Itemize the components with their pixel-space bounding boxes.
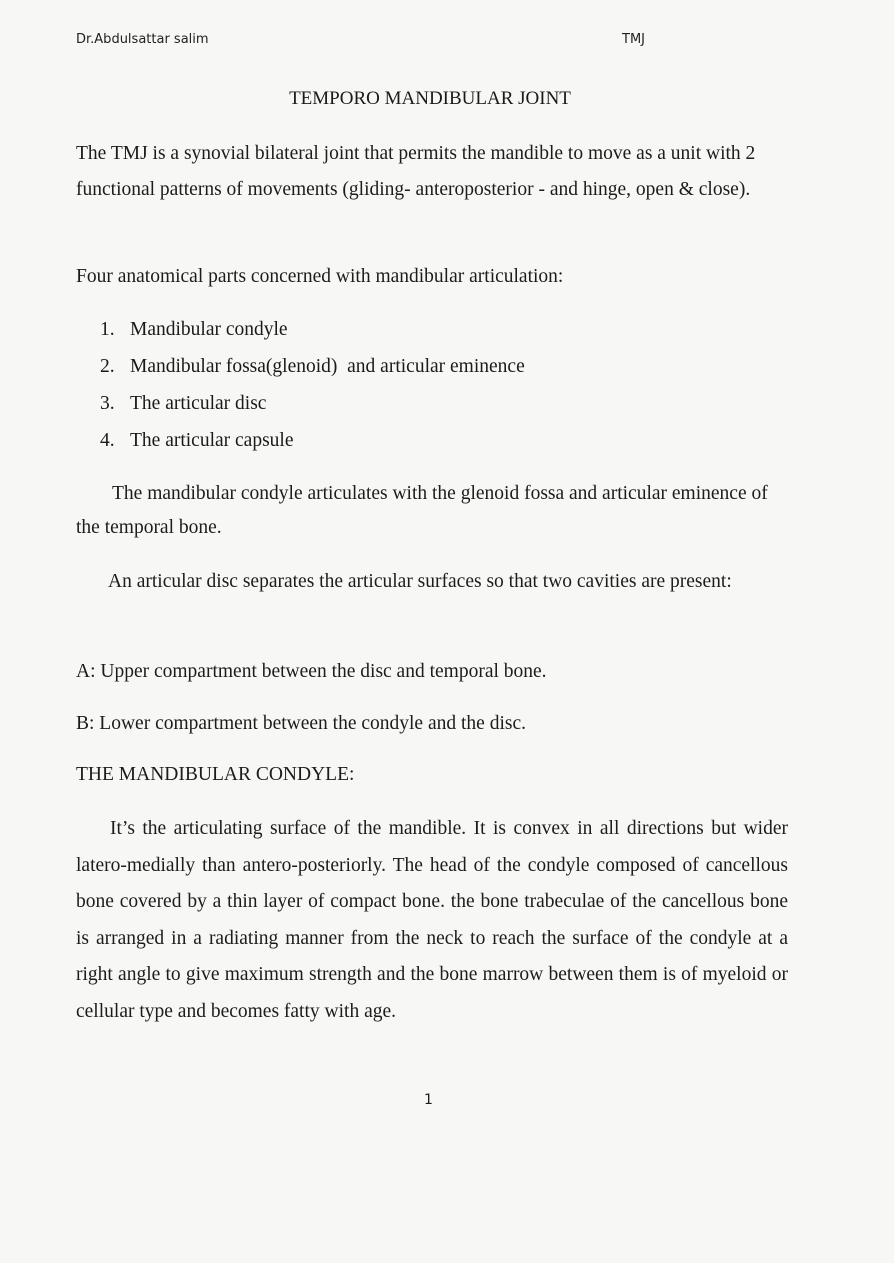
page-number: 1 — [424, 1092, 433, 1108]
list-number: 4. — [100, 430, 115, 451]
list-text: Mandibular fossa(glenoid) and articular eminence — [130, 356, 525, 377]
upper-compartment-line: A: Upper compartment between the disc and temporal bone. — [76, 661, 547, 682]
page-title: TEMPORO MANDIBULAR JOINT — [289, 88, 571, 109]
list-number: 1. — [100, 319, 115, 340]
list-text: The articular capsule — [130, 430, 294, 451]
list-text: Mandibular condyle — [130, 319, 288, 340]
condyle-description-paragraph: It’s the articulating surface of the mandible. It is convex in all directions but wider latero-medially than antero-posteriorly. The head of the condyle composed of cancellous bone covered by a thin layer of compact bone. the bone trabeculae of the cancellous bone is arranged in a radiating manner from the neck to reach the surface of the condyle at a right angle to give maximum strength and the bone marrow between them is of myeloid or cellular type and becomes fatty with age. — [76, 818, 788, 1022]
list-number: 2. — [100, 356, 115, 377]
list-item — [100, 348, 525, 385]
list-text: The articular disc — [130, 393, 267, 414]
disc-separates-paragraph: An articular disc separates the articular surfaces so that two cavities are present: — [108, 571, 732, 592]
list-item — [100, 385, 525, 422]
header-topic: TMJ — [622, 32, 645, 47]
header-author: Dr.Abdulsattar salim — [76, 32, 209, 47]
intro-paragraph: The TMJ is a synovial bilateral joint that permits the mandible to move as a unit with 2 functional patterns of movements (gliding- anteroposterior - and hinge, open & close). — [76, 143, 756, 200]
anatomical-parts-list — [100, 311, 525, 459]
section-heading: THE MANDIBULAR CONDYLE: — [76, 764, 355, 785]
parts-lead-paragraph: Four anatomical parts concerned with mandibular articulation: — [76, 266, 564, 287]
condyle-articulates-paragraph: The mandibular condyle articulates with the glenoid fossa and articular eminence of the temporal bone. — [76, 483, 768, 538]
list-item — [100, 422, 525, 459]
list-number: 3. — [100, 393, 115, 414]
lower-compartment-line: B: Lower compartment between the condyle and the disc. — [76, 713, 526, 734]
list-item — [100, 311, 525, 348]
